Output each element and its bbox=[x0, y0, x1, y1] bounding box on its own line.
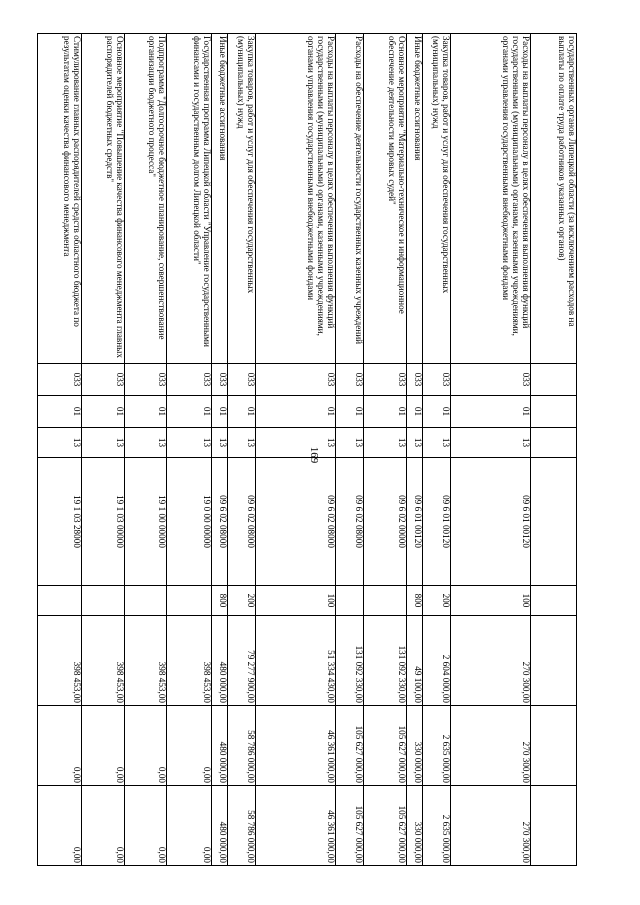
row-vr: 800 bbox=[212, 586, 228, 616]
table-row bbox=[336, 34, 364, 866]
row-sum-2: 0,00 bbox=[81, 706, 125, 786]
row-vr bbox=[363, 586, 407, 616]
table-row bbox=[531, 34, 577, 866]
row-pr: 13 bbox=[450, 428, 530, 458]
row-pr: 13 bbox=[38, 428, 82, 458]
row-sum-3: 0,00 bbox=[125, 786, 166, 866]
row-csr: 09 6 02 00000 bbox=[363, 458, 407, 586]
row-vr: 200 bbox=[228, 586, 256, 616]
row-ved: 033 bbox=[255, 364, 335, 396]
row-sum-1: 398 453,00 bbox=[81, 616, 125, 706]
row-sum-1: 480 000,00 bbox=[212, 616, 228, 706]
row-sum-2: 105 627 000,00 bbox=[363, 706, 407, 786]
table-row bbox=[81, 34, 125, 866]
row-name: Закупка товаров, работ и услуг для обеспечения государственных (муниципальных) нужд bbox=[228, 34, 256, 364]
row-sum-2: 330 000,00 bbox=[407, 706, 423, 786]
row-sum-1: 49 100,00 bbox=[407, 616, 423, 706]
row-rz: 01 bbox=[166, 396, 212, 428]
row-vr bbox=[531, 586, 577, 616]
table-row bbox=[212, 34, 228, 866]
row-pr: 13 bbox=[423, 428, 451, 458]
row-ved: 033 bbox=[423, 364, 451, 396]
row-csr: 09 6 02 08000 bbox=[336, 458, 364, 586]
row-csr: 09 6 02 08000 bbox=[228, 458, 256, 586]
row-sum-3: 2 635 000,00 bbox=[423, 786, 451, 866]
row-pr: 13 bbox=[336, 428, 364, 458]
row-sum-1: 79 277 900,00 bbox=[228, 616, 256, 706]
row-name: Основное мероприятие "Материально-техническое и информационное обеспечение деятельности мировых судей" bbox=[363, 34, 407, 364]
row-sum-3: 480 000,00 bbox=[212, 786, 228, 866]
row-ved: 033 bbox=[166, 364, 212, 396]
row-name: Основное мероприятие "Повышение качества финансового менеджмента главных распорядителей бюджетных средств" bbox=[81, 34, 125, 364]
row-csr: 19 1 03 00000 bbox=[81, 458, 125, 586]
row-csr: 09 6 02 08000 bbox=[212, 458, 228, 586]
row-sum-3: 330 000,00 bbox=[407, 786, 423, 866]
row-sum-1: 398 453,00 bbox=[38, 616, 82, 706]
row-name: Подпрограмма "Долгосрочное бюджетное планирование, совершенствование организации бюджетного процесса" bbox=[125, 34, 166, 364]
table-row bbox=[407, 34, 423, 866]
row-ved bbox=[531, 364, 577, 396]
row-sum-3: 0,00 bbox=[166, 786, 212, 866]
row-sum-1: 51 334 430,00 bbox=[255, 616, 335, 706]
row-sum-3: 105 627 000,00 bbox=[363, 786, 407, 866]
row-rz: 01 bbox=[336, 396, 364, 428]
row-rz: 01 bbox=[125, 396, 166, 428]
row-rz bbox=[531, 396, 577, 428]
row-pr: 13 bbox=[81, 428, 125, 458]
row-sum-3: 270 300,00 bbox=[450, 786, 530, 866]
row-csr: 09 6 01 00120 bbox=[423, 458, 451, 586]
row-ved: 033 bbox=[212, 364, 228, 396]
row-vr bbox=[336, 586, 364, 616]
row-sum-2: 480 000,00 bbox=[212, 706, 228, 786]
row-sum-3 bbox=[531, 786, 577, 866]
row-name: Расходы на выплаты персоналу в целях обеспечения выполнения функций государственными (муниципальными) органами, казенными учреждениями, органами управления государственными внебюджетными фондами bbox=[450, 34, 530, 364]
row-ved: 033 bbox=[336, 364, 364, 396]
row-sum-2: 0,00 bbox=[166, 706, 212, 786]
table-row bbox=[450, 34, 530, 866]
row-rz: 01 bbox=[212, 396, 228, 428]
row-csr: 19 1 03 28000 bbox=[38, 458, 82, 586]
row-rz: 01 bbox=[228, 396, 256, 428]
row-sum-2: 2 635 000,00 bbox=[423, 706, 451, 786]
row-sum-3: 58 786 000,00 bbox=[228, 786, 256, 866]
row-sum-1: 398 453,00 bbox=[166, 616, 212, 706]
row-csr bbox=[531, 458, 577, 586]
row-csr: 09 6 01 00120 bbox=[407, 458, 423, 586]
row-sum-2: 58 786 000,00 bbox=[228, 706, 256, 786]
row-vr bbox=[81, 586, 125, 616]
row-sum-1: 398 453,00 bbox=[125, 616, 166, 706]
row-ved: 033 bbox=[407, 364, 423, 396]
row-rz: 01 bbox=[255, 396, 335, 428]
row-sum-2: 0,00 bbox=[38, 706, 82, 786]
row-sum-1: 270 300,00 bbox=[450, 616, 530, 706]
row-name: государственных органов Липецкой области (за исключением расходов на выплаты по оплате труда работников указанных органов) bbox=[531, 34, 577, 364]
row-name: Иные бюджетные ассигнования bbox=[212, 34, 228, 364]
row-rz: 01 bbox=[407, 396, 423, 428]
row-name: Расходы на обеспечение деятельности государственных казенных учреждений bbox=[336, 34, 364, 364]
row-pr: 13 bbox=[255, 428, 335, 458]
row-rz: 01 bbox=[38, 396, 82, 428]
row-sum-1: 131 092 330,00 bbox=[336, 616, 364, 706]
row-sum-3: 0,00 bbox=[38, 786, 82, 866]
row-csr: 19 0 00 00000 bbox=[166, 458, 212, 586]
row-sum-3: 0,00 bbox=[81, 786, 125, 866]
row-vr bbox=[38, 586, 82, 616]
row-vr bbox=[125, 586, 166, 616]
row-sum-2: 270 300,00 bbox=[450, 706, 530, 786]
table-row bbox=[166, 34, 212, 866]
table-row bbox=[423, 34, 451, 866]
row-ved: 033 bbox=[450, 364, 530, 396]
row-sum-1 bbox=[531, 616, 577, 706]
row-ved: 033 bbox=[38, 364, 82, 396]
row-pr: 13 bbox=[363, 428, 407, 458]
table-row bbox=[228, 34, 256, 866]
row-vr: 200 bbox=[423, 586, 451, 616]
row-vr bbox=[166, 586, 212, 616]
table-row bbox=[125, 34, 166, 866]
row-rz: 01 bbox=[81, 396, 125, 428]
row-ved: 033 bbox=[363, 364, 407, 396]
row-csr: 09 6 02 08000 bbox=[255, 458, 335, 586]
row-name: Государственная программа Липецкой области "Управление государственными финансами и государственным долгом Липецкой области" bbox=[166, 34, 212, 364]
row-name: Закупка товаров, работ и услуг для обеспечения государственных (муниципальных) нужд bbox=[423, 34, 451, 364]
row-vr: 100 bbox=[255, 586, 335, 616]
row-ved: 033 bbox=[81, 364, 125, 396]
row-sum-2: 46 361 000,00 bbox=[255, 706, 335, 786]
row-name: Иные бюджетные ассигнования bbox=[407, 34, 423, 364]
row-sum-3: 105 627 000,00 bbox=[336, 786, 364, 866]
row-ved: 033 bbox=[125, 364, 166, 396]
row-pr: 13 bbox=[166, 428, 212, 458]
row-vr: 800 bbox=[407, 586, 423, 616]
row-rz: 01 bbox=[363, 396, 407, 428]
row-pr: 13 bbox=[407, 428, 423, 458]
table-row bbox=[255, 34, 335, 866]
row-rz: 01 bbox=[450, 396, 530, 428]
row-name: Стимулирование главных распорядителей средств областного бюджета по результатам оценки качества финансового менеджмента bbox=[38, 34, 82, 364]
row-rz: 01 bbox=[423, 396, 451, 428]
row-sum-1: 131 092 330,00 bbox=[363, 616, 407, 706]
row-sum-1: 2 604 000,00 bbox=[423, 616, 451, 706]
row-csr: 09 6 01 00120 bbox=[450, 458, 530, 586]
row-csr: 19 1 00 00000 bbox=[125, 458, 166, 586]
table-row bbox=[38, 34, 82, 866]
page-number: 169 bbox=[308, 446, 320, 464]
budget-table bbox=[37, 33, 577, 866]
row-pr: 13 bbox=[228, 428, 256, 458]
row-sum-2: 0,00 bbox=[125, 706, 166, 786]
row-ved: 033 bbox=[228, 364, 256, 396]
row-vr: 100 bbox=[450, 586, 530, 616]
row-sum-3: 46 361 000,00 bbox=[255, 786, 335, 866]
budget-table-sheet bbox=[37, 33, 577, 865]
table-row bbox=[363, 34, 407, 866]
row-sum-2 bbox=[531, 706, 577, 786]
row-name: Расходы на выплаты персоналу в целях обеспечения выполнения функций государственными (муниципальными) органами, казенными учреждениями, органами управления государственными внебюджетными фондами bbox=[255, 34, 335, 364]
row-pr: 13 bbox=[125, 428, 166, 458]
row-pr: 13 bbox=[212, 428, 228, 458]
row-sum-2: 105 627 000,00 bbox=[336, 706, 364, 786]
row-pr bbox=[531, 428, 577, 458]
